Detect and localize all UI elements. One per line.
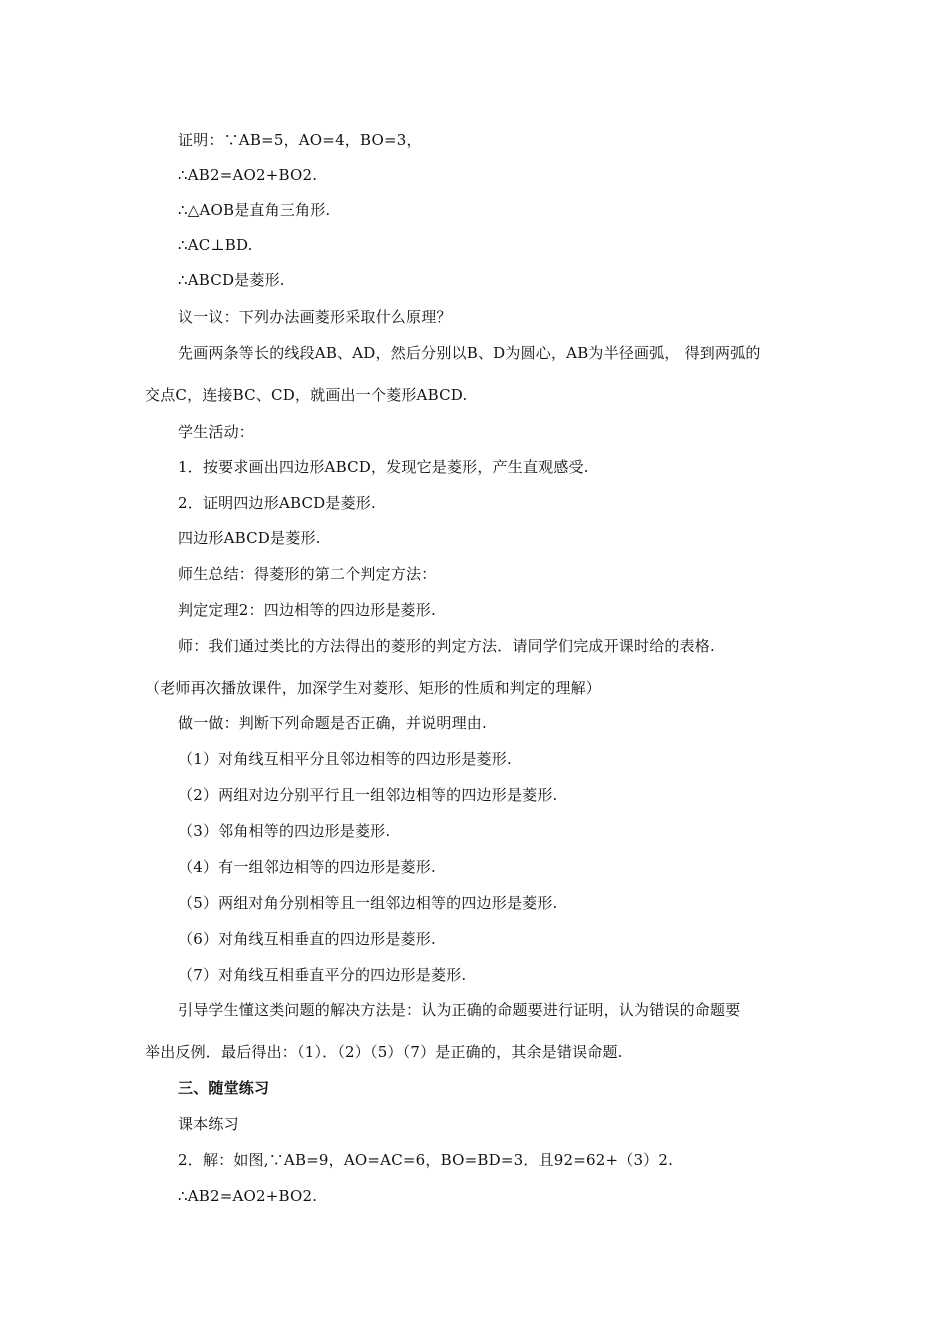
activity-item-1: 1．按要求画出四边形ABCD，发现它是菱形，产生直观感受. [178,458,589,476]
proposition-3: （3）邻角相等的四边形是菱形. [178,822,391,840]
proof-line-5: ∴ABCD是菱形. [178,271,285,289]
proof-line-1: 证明：∵AB=5，AO=4，BO=3， [178,131,422,149]
discussion-heading: 议一议：下列办法画菱形采取什么原理？ [178,308,452,326]
section-heading: 三、随堂练习 [178,1079,270,1097]
proposition-7: （7）对角线互相垂直平分的四边形是菱形. [178,966,467,984]
paragraph-line-1: 先画两条等长的线段AB、AD，然后分别以B、D为圆心，AB为半径画弧， 得到两弧的 [178,344,761,362]
proposition-4: （4）有一组邻边相等的四边形是菱形. [178,858,436,876]
paragraph-line-2: 交点C，连接BC、CD，就画出一个菱形ABCD. [145,386,468,404]
proposition-6: （6）对角线互相垂直的四边形是菱形. [178,930,436,948]
proof-line-2: ∴AB2=AO2+BO2. [178,166,318,184]
summary-line: 师生总结：得菱形的第二个判定方法： [178,565,437,583]
student-activity-heading: 学生活动： [178,423,255,441]
proposition-5: （5）两组对角分别相等且一组邻边相等的四边形是菱形. [178,894,558,912]
conclusion-line: 四边形ABCD是菱形. [178,529,321,547]
proposition-1: （1）对角线互相平分且邻边相等的四边形是菱形. [178,750,512,768]
proof-line-3: ∴△AOB是直角三角形. [178,201,331,219]
guidance-line-2: 举出反例．最后得出：（1）．（2）（5）（7）是正确的，其余是错误命题. [145,1043,623,1061]
guidance-line-1: 引导学生懂这类问题的解决方法是：认为正确的命题要进行证明，认为错误的命题要 [178,1001,741,1019]
activity-item-2: 2．证明四边形ABCD是菱形. [178,494,376,512]
proposition-2: （2）两组对边分别平行且一组邻边相等的四边形是菱形. [178,786,558,804]
textbook-practice-label: 课本练习 [178,1115,239,1133]
solution-line-2: ∴AB2=AO2+BO2. [178,1187,318,1205]
solution-line-1: 2．解：如图,∵AB=9，AO=AC=6，BO=BD=3．且92=62+（3）2. [178,1151,674,1169]
teacher-line: 师：我们通过类比的方法得出的菱形的判定方法．请同学们完成开课时给的表格. [178,637,715,655]
note-line: （老师再次播放课件，加深学生对菱形、矩形的性质和判定的理解） [145,679,602,697]
exercise-heading: 做一做：判断下列命题是否正确，并说明理由. [178,714,487,732]
proof-line-4: ∴AC⊥BD. [178,236,253,254]
theorem-line: 判定定理2：四边相等的四边形是菱形. [178,601,436,619]
